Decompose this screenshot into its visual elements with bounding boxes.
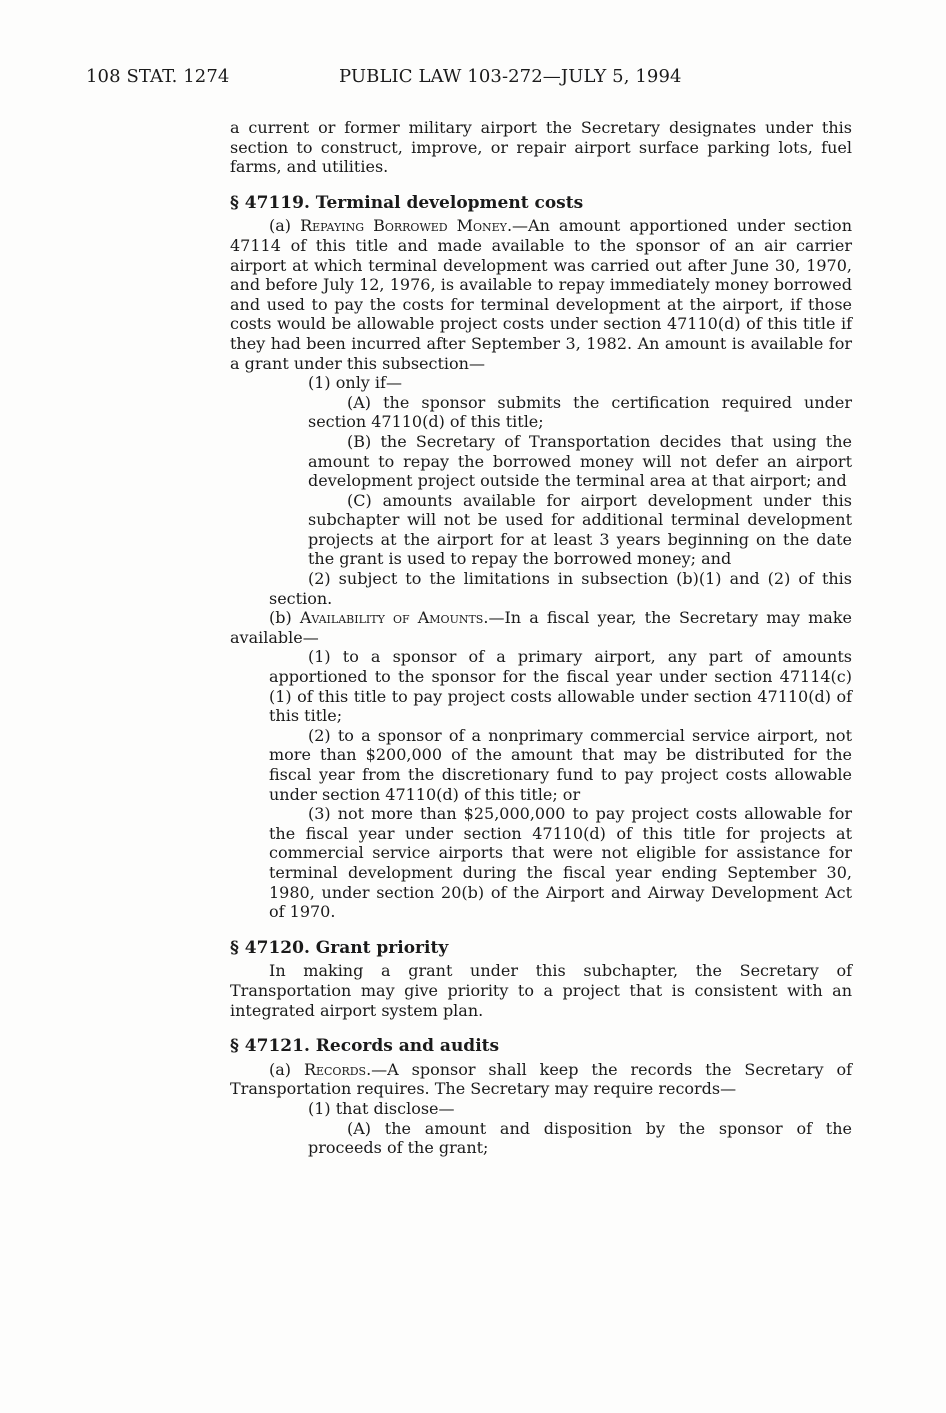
paragraph: (A) the sponsor submits the certification required under section 47110(d) of this title;	[308, 392, 852, 432]
section-heading: § 47120. Grant priority	[230, 937, 449, 958]
paragraph: (1) only if—	[308, 373, 402, 393]
paragraph: (A) the amount and disposition by the sponsor of the proceeds of the grant;	[308, 1118, 852, 1158]
paragraph	[230, 216, 852, 373]
subsection-label: (a)	[269, 1059, 304, 1079]
paragraph: In making a grant under this subchapter, the Secretary of Transportation may give priority to a project that is consistent with an integrated airport system plan.	[230, 961, 852, 1020]
stat-reference: 108 STAT. 1274	[86, 66, 230, 87]
subsection-label: (b)	[269, 608, 300, 628]
subsection-caption: Records.	[303, 1059, 372, 1079]
subsection-caption: Availability of Amounts.	[299, 608, 489, 628]
paragraph	[230, 1060, 852, 1099]
document-body	[230, 118, 852, 1158]
paragraph: a current or former military airport the Secretary designates under this section to construct, improve, or repair airport surface parking lots, fuel farms, and utilities.	[230, 118, 852, 177]
section-heading: § 47121. Records and audits	[230, 1036, 500, 1057]
paragraph: (2) subject to the limitations in subsection (b)(1) and (2) of this section.	[269, 569, 852, 608]
paragraph-text: —An amount apportioned under section 47114 of this title and made available to the sponsor of an air carrier airport at which terminal development was carried out after June 30, 1970, and before July 12, 1976, is available to repay immediately money borrowed and used to pay the costs for terminal development at the airport, if those costs would be allowable project costs under section 47110(d) of this title if they had been incurred after September 3, 1982. An amount is available for a grant under this subsection—	[230, 216, 852, 373]
paragraph: (B) the Secretary of Transportation decides that using the amount to repay the borrowed money will not defer an airport development project outside the terminal area at that airport; and	[308, 431, 852, 491]
paragraph-text: —In a fiscal year, the Secretary may make available—	[230, 608, 853, 647]
section-heading: § 47119. Terminal development costs	[230, 192, 584, 213]
subsection-caption: Repaying Borrowed Money.	[300, 216, 513, 236]
paragraph: (1) to a sponsor of a primary airport, any part of amounts apportioned to the sponsor for the fiscal year under section 47114(c)(1) of this title to pay project costs allowable under section 47110(d) of this title;	[269, 647, 852, 726]
paragraph: (2) to a sponsor of a nonprimary commercial service airport, not more than $200,000 of the amount that may be distributed for the fiscal year from the discretionary fund to pay project costs allowable under section 47110(d) of this title; or	[269, 725, 852, 804]
paragraph: (C) amounts available for airport development under this subchapter will not be used for additional terminal development projects at the airport for at least 3 years beginning on the date the grant is used to repay the borrowed money; and	[308, 490, 852, 569]
paragraph	[230, 608, 852, 647]
paragraph: (1) that disclose—	[308, 1098, 455, 1118]
law-title: PUBLIC LAW 103-272—JULY 5, 1994	[339, 66, 682, 87]
paragraph-text: —A sponsor shall keep the records the Secretary of Transportation requires. The Secretary may require records—	[230, 1059, 852, 1099]
subsection-label: (a)	[269, 216, 301, 236]
paragraph: (3) not more than $25,000,000 to pay project costs allowable for the fiscal year under section 47110(d) of this title for projects at commercial service airports that were not eligible for assistance for terminal development during the fiscal year ending September 30, 1980, under section 20(b) of the Airport and Airway Development Act of 1970.	[269, 804, 852, 922]
